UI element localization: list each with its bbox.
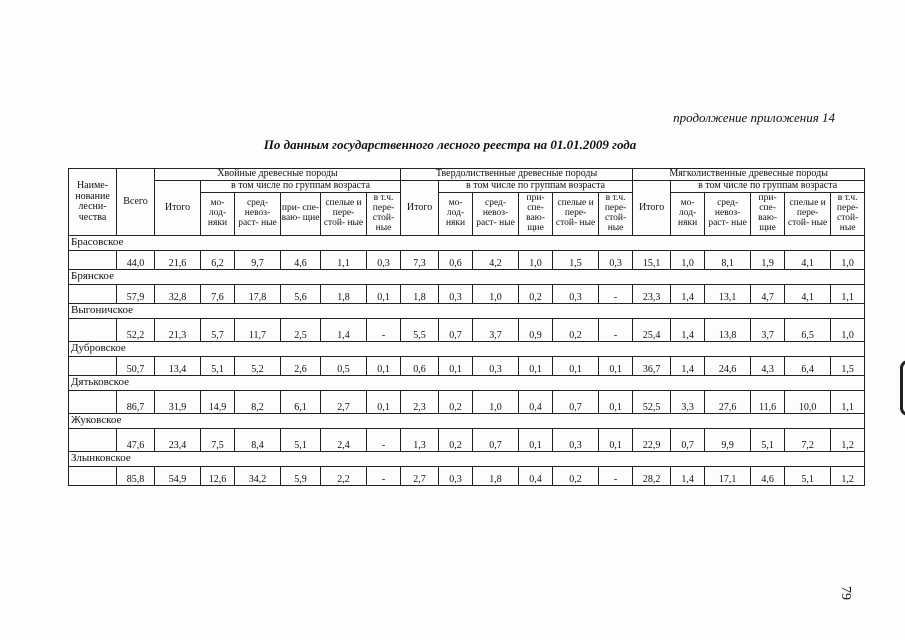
table-cell: 0,7 <box>473 429 519 452</box>
col-maturing-header: при- спе- ваю- щие <box>281 193 321 236</box>
table-cell: 3,7 <box>751 319 785 342</box>
table-row <box>69 357 865 376</box>
table-cell: 2,5 <box>281 319 321 342</box>
table-row <box>69 391 865 414</box>
table-cell: 0,2 <box>553 319 599 342</box>
table-cell: 1,4 <box>321 319 367 342</box>
table-cell: 2,6 <box>281 357 321 376</box>
forest-registry-table <box>68 168 865 486</box>
table-cell: 0,1 <box>367 357 401 376</box>
table-cell: 85,8 <box>117 467 155 486</box>
table-cell: 3,7 <box>473 319 519 342</box>
table-cell: 4,7 <box>751 285 785 304</box>
table-cell: - <box>599 285 633 304</box>
empty-cell <box>69 251 117 270</box>
table-cell: 23,3 <box>633 285 671 304</box>
empty-cell <box>69 467 117 486</box>
table-cell: 27,6 <box>705 391 751 414</box>
table-cell: 1,9 <box>751 251 785 270</box>
table-cell: 8,1 <box>705 251 751 270</box>
table-cell: 0,1 <box>519 357 553 376</box>
table-cell: 50,7 <box>117 357 155 376</box>
table-cell: 1,0 <box>519 251 553 270</box>
table-cell: 57,9 <box>117 285 155 304</box>
forestry-name: Дятьковское <box>69 376 865 391</box>
col-young-header: мо- лод- няки <box>671 193 705 236</box>
table-cell: 0,5 <box>321 357 367 376</box>
table-cell: 47,6 <box>117 429 155 452</box>
group-header-softwood: Мягколиственные древесные породы <box>633 169 865 181</box>
table-cell: 0,3 <box>473 357 519 376</box>
table-cell: - <box>367 319 401 342</box>
col-total-header: Всего <box>117 169 155 236</box>
forestry-name: Дубровское <box>69 342 865 357</box>
table-cell: 1,3 <box>401 429 439 452</box>
table-cell: 0,1 <box>519 429 553 452</box>
table-cell: 1,0 <box>473 391 519 414</box>
forestry-name: Злынковское <box>69 452 865 467</box>
table-cell: 1,5 <box>831 357 865 376</box>
col-young-header: мо- лод- няки <box>201 193 235 236</box>
page-number: 79 <box>838 586 853 600</box>
forestry-name-row <box>69 270 865 285</box>
table-cell: 52,2 <box>117 319 155 342</box>
table-cell: 13,8 <box>705 319 751 342</box>
table-cell: 4,1 <box>785 285 831 304</box>
table-cell: 1,4 <box>671 285 705 304</box>
table-cell: 0,1 <box>599 357 633 376</box>
table-cell: 1,0 <box>831 251 865 270</box>
table-cell: 5,1 <box>281 429 321 452</box>
empty-cell <box>69 429 117 452</box>
table-cell: 0,1 <box>367 391 401 414</box>
group-header-hardwood: Твердолиственные древесные породы <box>401 169 633 181</box>
table-cell: 2,3 <box>401 391 439 414</box>
table-cell: 5,9 <box>281 467 321 486</box>
table-cell: 7,5 <box>201 429 235 452</box>
table-cell: 6,5 <box>785 319 831 342</box>
table-cell: - <box>599 319 633 342</box>
table-cell: 5,5 <box>401 319 439 342</box>
table-cell: 1,8 <box>321 285 367 304</box>
table-cell: 1,0 <box>831 319 865 342</box>
table-cell: 0,9 <box>519 319 553 342</box>
col-overmature-header: в т.ч. пере- стой- ные <box>367 193 401 236</box>
table-cell: 2,2 <box>321 467 367 486</box>
empty-cell <box>69 285 117 304</box>
table-cell: 0,4 <box>519 391 553 414</box>
forestry-name-row <box>69 304 865 319</box>
table-cell: 13,4 <box>155 357 201 376</box>
forestry-name-row <box>69 236 865 251</box>
table-cell: 0,3 <box>367 251 401 270</box>
table-cell: 0,4 <box>519 467 553 486</box>
table-cell: 2,7 <box>321 391 367 414</box>
forestry-name-row <box>69 452 865 467</box>
col-maturing-header: при- спе- ваю- щие <box>751 193 785 236</box>
table-cell: 0,3 <box>599 251 633 270</box>
table-cell: 86,7 <box>117 391 155 414</box>
document-title: По данным государственного лесного реестра на 01.01.2009 года <box>263 137 637 152</box>
col-itogo-header: Итого <box>155 181 201 236</box>
table-cell: 0,6 <box>439 251 473 270</box>
table-row <box>69 319 865 342</box>
table-cell: 1,4 <box>671 357 705 376</box>
table-cell: 2,7 <box>401 467 439 486</box>
table-cell: 7,6 <box>201 285 235 304</box>
table-cell: 6,2 <box>201 251 235 270</box>
table-cell: 0,1 <box>367 285 401 304</box>
table-cell: - <box>599 467 633 486</box>
col-middle-aged-header: сред- невоз- раст- ные <box>705 193 751 236</box>
table-cell: 1,2 <box>831 429 865 452</box>
table-cell: 10,0 <box>785 391 831 414</box>
table-cell: 4,6 <box>751 467 785 486</box>
table-cell: 1,8 <box>473 467 519 486</box>
col-itogo-header: Итого <box>633 181 671 236</box>
table-cell: 52,5 <box>633 391 671 414</box>
table-cell: 1,1 <box>321 251 367 270</box>
table-cell: 14,9 <box>201 391 235 414</box>
forestry-name: Жуковское <box>69 414 865 429</box>
table-cell: 36,7 <box>633 357 671 376</box>
table-cell: 25,4 <box>633 319 671 342</box>
table-row <box>69 285 865 304</box>
table-cell: 1,0 <box>473 285 519 304</box>
table-cell: 44,0 <box>117 251 155 270</box>
table-cell: 4,1 <box>785 251 831 270</box>
table-cell: 21,3 <box>155 319 201 342</box>
table-cell: 5,1 <box>751 429 785 452</box>
table-cell: 12,6 <box>201 467 235 486</box>
table-cell: 1,1 <box>831 391 865 414</box>
table-cell: 7,2 <box>785 429 831 452</box>
col-mature-header: спелые и пере- стой- ные <box>553 193 599 236</box>
table-cell: 3,3 <box>671 391 705 414</box>
forestry-name-row <box>69 376 865 391</box>
table-cell: 5,7 <box>201 319 235 342</box>
table-cell: 9,9 <box>705 429 751 452</box>
table-cell: 34,2 <box>235 467 281 486</box>
table-cell: 0,7 <box>671 429 705 452</box>
table-cell: 2,4 <box>321 429 367 452</box>
table-cell: 4,3 <box>751 357 785 376</box>
table-cell: 5,2 <box>235 357 281 376</box>
table-cell: 5,1 <box>201 357 235 376</box>
forestry-name: Брасовское <box>69 236 865 251</box>
table-row <box>69 429 865 452</box>
table-cell: 0,6 <box>401 357 439 376</box>
table-cell: 31,9 <box>155 391 201 414</box>
table-cell: 17,1 <box>705 467 751 486</box>
col-overmature-header: в т.ч. пере- стой- ные <box>831 193 865 236</box>
table-cell: 28,2 <box>633 467 671 486</box>
table-cell: 8,2 <box>235 391 281 414</box>
table-cell: 1,0 <box>671 251 705 270</box>
table-cell: 24,6 <box>705 357 751 376</box>
col-young-header: мо- лод- няки <box>439 193 473 236</box>
forestry-name: Брянское <box>69 270 865 285</box>
table-cell: 0,2 <box>553 467 599 486</box>
col-mature-header: спелые и пере- стой- ные <box>321 193 367 236</box>
table-cell: 4,6 <box>281 251 321 270</box>
table-cell: 5,6 <box>281 285 321 304</box>
table-cell: 0,7 <box>553 391 599 414</box>
table-cell: - <box>367 467 401 486</box>
table-cell: 6,4 <box>785 357 831 376</box>
age-groups-header: в том числе по группам возраста <box>671 181 865 193</box>
col-overmature-header: в т.ч. пере- стой- ные <box>599 193 633 236</box>
table-cell: 1,1 <box>831 285 865 304</box>
table-cell: 0,1 <box>439 357 473 376</box>
table-cell: 1,4 <box>671 467 705 486</box>
appendix-continuation: продолжение приложения 14 <box>673 110 835 125</box>
col-maturing-header: при- спе- ваю- щие <box>519 193 553 236</box>
table-cell: 17,8 <box>235 285 281 304</box>
col-middle-aged-header: сред- невоз- раст- ные <box>473 193 519 236</box>
table-cell: 11,6 <box>751 391 785 414</box>
table-cell: 1,2 <box>831 467 865 486</box>
group-header-coniferous: Хвойные древесные породы <box>155 169 401 181</box>
table-cell: 0,3 <box>553 285 599 304</box>
table-cell: 0,2 <box>439 429 473 452</box>
table-cell: 0,3 <box>553 429 599 452</box>
table-cell: 0,3 <box>439 285 473 304</box>
table-cell: 54,9 <box>155 467 201 486</box>
table-cell: 13,1 <box>705 285 751 304</box>
forestry-name: Выгоничское <box>69 304 865 319</box>
empty-cell <box>69 357 117 376</box>
table-cell: 8,4 <box>235 429 281 452</box>
table-cell: 1,4 <box>671 319 705 342</box>
binder-ring-mark <box>900 360 905 416</box>
table-cell: 1,8 <box>401 285 439 304</box>
table-cell: 0,1 <box>553 357 599 376</box>
empty-cell <box>69 319 117 342</box>
table-cell: 22,9 <box>633 429 671 452</box>
table-cell: 6,1 <box>281 391 321 414</box>
table-cell: 0,2 <box>519 285 553 304</box>
empty-cell <box>69 391 117 414</box>
table-row <box>69 467 865 486</box>
col-name-header: Наиме- нование лесни- чества <box>69 169 117 236</box>
table-cell: 0,2 <box>439 391 473 414</box>
col-itogo-header: Итого <box>401 181 439 236</box>
table-cell: 0,7 <box>439 319 473 342</box>
table-cell: 11,7 <box>235 319 281 342</box>
table-cell: 9,7 <box>235 251 281 270</box>
table-cell: 5,1 <box>785 467 831 486</box>
table-cell: 23,4 <box>155 429 201 452</box>
table-cell: 15,1 <box>633 251 671 270</box>
table-cell: - <box>367 429 401 452</box>
table-cell: 32,8 <box>155 285 201 304</box>
table-cell: 0,1 <box>599 391 633 414</box>
forestry-name-row <box>69 414 865 429</box>
col-mature-header: спелые и пере- стой- ные <box>785 193 831 236</box>
col-middle-aged-header: сред- невоз- раст- ные <box>235 193 281 236</box>
table-cell: 0,1 <box>599 429 633 452</box>
table-cell: 4,2 <box>473 251 519 270</box>
table-cell: 7,3 <box>401 251 439 270</box>
age-groups-header: в том числе по группам возраста <box>201 181 401 193</box>
table-cell: 0,3 <box>439 467 473 486</box>
forestry-name-row <box>69 342 865 357</box>
table-cell: 1,5 <box>553 251 599 270</box>
table-row <box>69 251 865 270</box>
table-cell: 21,6 <box>155 251 201 270</box>
age-groups-header: в том числе по группам возраста <box>439 181 633 193</box>
